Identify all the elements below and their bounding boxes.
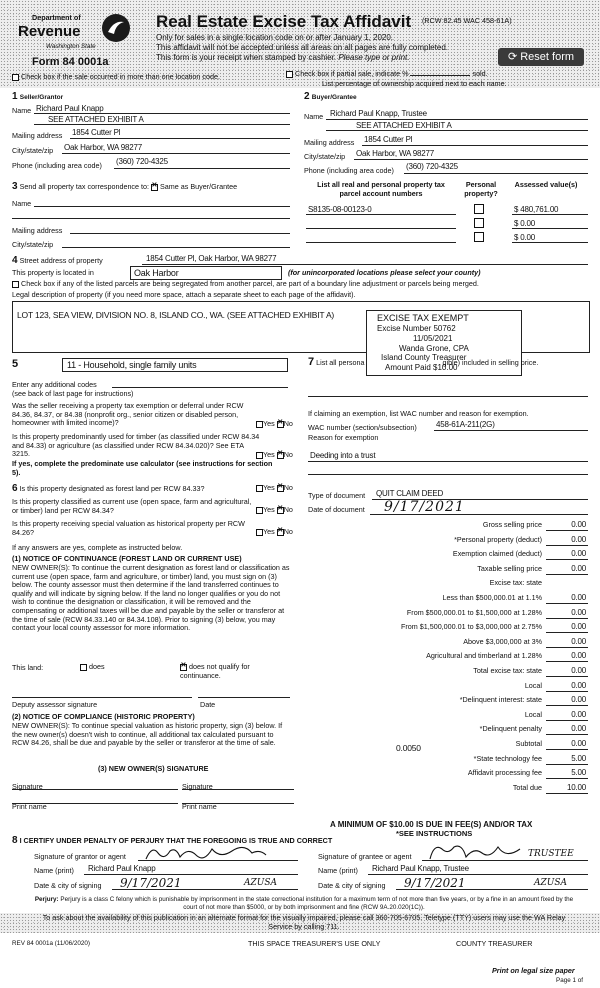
- grantee-date[interactable]: 9/17/2021: [404, 876, 466, 890]
- land-does-checkbox[interactable]: [80, 664, 87, 671]
- grantor-date-city-label: Date & city of signing: [34, 881, 102, 890]
- deputy-date-label: Date: [200, 700, 216, 709]
- tax-row-label: Excise tax: state: [489, 578, 542, 587]
- stamp-line5: Island County Treasurer: [381, 353, 467, 362]
- grantor-name-print[interactable]: Richard Paul Knapp: [88, 864, 156, 873]
- header-note1: Only for sales in a single location code on or after January 1, 2020.: [156, 33, 394, 42]
- seller-mailing-label: Mailing address: [12, 131, 63, 140]
- treasurer-use-only: THIS SPACE TREASURER'S USE ONLY: [248, 939, 381, 948]
- new-owner-print-label-2: Print name: [182, 802, 217, 811]
- segregated-row: Check box if any of the listed parcels are being segregated from another parcel, are part of a boundary line adjustment or parcels being merged.: [12, 280, 479, 289]
- tax-row-value[interactable]: 5.00: [571, 754, 586, 763]
- stamp-line3: 11/05/2021: [413, 334, 453, 343]
- tax-row-label: From $500,000.01 to $1,500,000 at 1.28%: [406, 608, 542, 617]
- section4-street-label: 4 Street address of property: [12, 255, 103, 266]
- stamp-line6: Amount Paid $10.00: [385, 363, 458, 372]
- buyer-phone[interactable]: (360) 720-4325: [406, 162, 458, 171]
- doc-type[interactable]: QUIT CLAIM DEED: [376, 489, 444, 498]
- buyer-heading: 2 Buyer/Grantee: [304, 91, 357, 102]
- buyer-mailing-label: Mailing address: [304, 138, 355, 147]
- location-select[interactable]: Oak Harbor: [130, 266, 282, 280]
- seller-mailing[interactable]: 1854 Cutter Pl: [72, 128, 121, 137]
- tax-row-label: Affidavit processing fee: [467, 768, 542, 777]
- ownership-note: List percentage of ownership acquired next to each name.: [322, 79, 507, 88]
- current-use-no-checkbox[interactable]: [277, 507, 284, 514]
- section5-q2-answer: Yes ✕ No: [256, 451, 293, 460]
- stamp-line1: EXCISE TAX EXEMPT: [377, 313, 469, 323]
- exemption-reason[interactable]: Deeding into a trust: [310, 451, 376, 460]
- tax-row-value[interactable]: 0.00: [571, 739, 586, 748]
- page-number: Page 1 of: [556, 977, 583, 984]
- notice2-title: (2) NOTICE OF COMPLIANCE (HISTORIC PROPERTY): [12, 712, 195, 721]
- new-owner-signature-label-1: Signature: [12, 782, 43, 791]
- agency-logo: [10, 12, 150, 68]
- tax-row-value[interactable]: 0.00: [571, 593, 586, 602]
- grantee-signature-label: Signature of grantee or agent: [318, 852, 412, 861]
- section5-q1-answer: Yes ✕ No: [256, 420, 293, 429]
- forest-no-checkbox[interactable]: [277, 485, 284, 492]
- assessed-value-0[interactable]: $ 480,761.00: [514, 205, 559, 214]
- land-does-not-option: ✕ does not qualify for continuance.: [180, 663, 290, 680]
- tax-row-value[interactable]: 0.00: [571, 637, 586, 646]
- notice2-body: NEW OWNER(S): To continue special valuation as historic property, sign (3) below. If the new owner(s) doesn't wish to continue, all additional tax calculated pursuant to RCW 84.26, shall be due and payable by the seller or transferor at the time of sale.: [12, 721, 283, 748]
- form-number: Form 84 0001a: [32, 56, 109, 68]
- seller-name-label: Name: [12, 106, 32, 115]
- land-does-not-checkbox[interactable]: [180, 664, 187, 671]
- section6-q3-answer: Yes ✕ No: [256, 528, 293, 537]
- section3-mailing-label: Mailing address: [12, 226, 63, 235]
- section6-q2: Is this property classified as current use (open space, farm and agricultural, or timber) land per RCW 84.34?: [12, 497, 252, 515]
- minimum-note: A MINIMUM OF $10.00 IS DUE IN FEE(S) AND/OR TAX: [330, 820, 533, 829]
- new-owner-print-label-1: Print name: [12, 802, 47, 811]
- seller-city-label: City/state/zip: [12, 146, 54, 155]
- grantor-signature: [142, 843, 272, 868]
- parcel-col2-header: Personal property?: [464, 180, 498, 198]
- additional-codes-note: (see back of last page for instructions): [12, 389, 134, 398]
- seller-phone-label: Phone (including area code): [12, 161, 102, 170]
- perjury-notice: Perjury: Perjury is a class C felony which is punishable by imprisonment in the state correctional institution for a maximum term of not more than five years, or by a fine in an amount fixed by the court of not more than $5000, or by both imprisonment and fine (RCW 9A.20.020(1C)).: [34, 896, 574, 911]
- stamp-line4: Wanda Grone, CPA: [399, 344, 469, 353]
- reset-form-button[interactable]: ⟳ Reset form: [498, 48, 584, 66]
- section7-label: 7 List all persona gible) included in selling price.: [308, 356, 539, 368]
- section6-note: If any answers are yes, complete as instructed below.: [12, 543, 183, 552]
- certify-statement: 8 I CERTIFY UNDER PENALTY OF PERJURY THAT THE FOREGOING IS TRUE AND CORRECT: [12, 835, 333, 846]
- segregated-checkbox[interactable]: [12, 281, 19, 288]
- section5-num: 5: [12, 358, 19, 370]
- notice1-title: (1) NOTICE OF CONTINUANCE (FOREST LAND OR CURRENT USE): [12, 554, 242, 563]
- agency-line1: Department of: [32, 13, 81, 22]
- revision: REV 84 0001a (11/06/2020): [12, 940, 90, 947]
- grantor-name-label: Name (print): [34, 866, 74, 875]
- county-treasurer: COUNTY TREASURER: [456, 939, 533, 948]
- grantor-city[interactable]: AZUSA: [244, 878, 278, 888]
- agency-line2: Revenue: [18, 23, 81, 40]
- grantor-signature-label: Signature of grantor or agent: [34, 852, 126, 861]
- section5-q2-note: If yes, complete the predominate use calculator (see instructions for section 5).: [12, 459, 273, 477]
- header-note2: This affidavit will not be accepted unless all areas on all pages are fully completed.: [156, 43, 449, 52]
- reset-icon: ⟳: [507, 51, 518, 63]
- tax-row-value[interactable]: 5.00: [571, 768, 586, 777]
- parcel-number-0[interactable]: S8135-08-00123-0: [308, 205, 372, 214]
- seller-name[interactable]: Richard Paul Knapp: [36, 104, 104, 113]
- notice3-title: (3) NEW OWNER(S) SIGNATURE: [98, 764, 209, 773]
- unincorporated-note: (for unincorporated locations please select your county): [288, 268, 481, 277]
- partial-sale-row: Check box if partial sale, indicate % sold.: [286, 70, 488, 79]
- personal-property-checkbox-1[interactable]: [474, 218, 484, 228]
- same-as-buyer-checkbox[interactable]: [151, 184, 158, 191]
- seller-heading: 1 Seller/Grantor: [12, 91, 64, 102]
- tax-row-value[interactable]: 10.00: [566, 783, 586, 792]
- tax-row-value[interactable]: 0.00: [571, 520, 586, 529]
- tax-row-label: Above $3,000,000 at 3%: [463, 637, 542, 646]
- personal-property-checkbox-2[interactable]: [474, 232, 484, 242]
- wac-number[interactable]: 458-61A-211(2G): [436, 420, 495, 429]
- buyer-name-2[interactable]: SEE ATTACHED EXHIBIT A: [356, 121, 452, 130]
- section6-q3: Is this property receiving special valuation as historical property per RCW 84.26?: [12, 519, 245, 537]
- tax-row-label: Total due: [512, 783, 542, 792]
- q2-no-checkbox[interactable]: [277, 452, 284, 459]
- buyer-name[interactable]: Richard Paul Knapp, Trustee: [330, 109, 427, 118]
- local-rate[interactable]: 0.0050: [396, 743, 421, 753]
- q2-yes-checkbox[interactable]: [256, 452, 263, 459]
- tax-row-value[interactable]: 0.00: [571, 681, 586, 690]
- land-label: This land:: [12, 663, 44, 672]
- grantee-signature-suffix: TRUSTEE: [528, 849, 574, 859]
- tax-row-label: Exemption claimed (deduct): [452, 549, 542, 558]
- additional-codes-label: Enter any additional codes: [12, 380, 97, 389]
- grantee-date-city-label: Date & city of signing: [318, 881, 386, 890]
- tax-row-label: Gross selling price: [482, 520, 542, 529]
- section3-city-label: City/state/zip: [12, 240, 54, 249]
- tax-row-value[interactable]: 0.00: [571, 666, 586, 675]
- partial-sale-checkbox[interactable]: [286, 71, 293, 78]
- tax-row-value[interactable]: 0.00: [571, 724, 586, 733]
- exemption-label: If claiming an exemption, list WAC number and reason for exemption.: [308, 409, 529, 418]
- reason-label: Reason for exemption: [308, 433, 379, 442]
- tax-row-label: Local: [524, 710, 542, 719]
- seller-name-2[interactable]: SEE ATTACHED EXHIBIT A: [48, 115, 144, 124]
- historic-yes-checkbox[interactable]: [256, 529, 263, 536]
- multi-location-row: Check box if the sale occurred in more than one location code.: [12, 73, 220, 82]
- property-street[interactable]: 1854 Cutter Pl, Oak Harbor, WA 98277: [146, 254, 277, 263]
- tax-row-value[interactable]: 0.00: [571, 608, 586, 617]
- stamp-line2: Excise Number 50762: [377, 324, 456, 333]
- tax-row-value[interactable]: 0.00: [571, 622, 586, 631]
- section5-q1: Was the seller receiving a property tax exemption or deferral under RCW 84.36, 84.37, or 84.38 (nonprofit org., senior citizen or disabled person, homeowner with limited income)?: [12, 401, 244, 428]
- parcel-col3-header: Assessed value(s): [514, 180, 578, 189]
- assessed-value-2[interactable]: $ 0.00: [514, 233, 536, 242]
- tax-row-label: Subtotal: [515, 739, 542, 748]
- tax-row-label: *State technology fee: [473, 754, 542, 763]
- notice1-body: NEW OWNER(S): To continue the current designation as forest land or classification as current use (open space, farm and agriculture, or timber) land, you must sign on (3) below. The county assessor must then determine if the land transferred continues to qualify and will indicate by signing below. If the land no longer qualifies or you do not wish to continue the designation or classification, it will be removed and the compensating or additional taxes will be due and payable by the seller or transferor at the time of sale (RCW 84.33.140 or 84.34.108). Prior to signing (3) below, you may contact your local county assessor for more information.: [12, 563, 290, 633]
- wac-label: WAC number (section/subsection): [308, 423, 417, 432]
- form-title: Real Estate Excise Tax Affidavit: [156, 12, 412, 31]
- section6-q2-answer: Yes ✕ No: [256, 506, 293, 515]
- tax-row-value[interactable]: 0.00: [571, 549, 586, 558]
- section6-q1: 6 Is this property designated as forest land per RCW 84.33?: [12, 483, 205, 494]
- tax-row-value[interactable]: 0.00: [571, 564, 586, 573]
- q1-no-checkbox[interactable]: [277, 421, 284, 428]
- land-does-option: does: [80, 663, 105, 672]
- parcel-col1-header: List all real and personal property tax parcel account numbers: [317, 180, 445, 198]
- tax-row-label: *Delinquent interest: state: [459, 695, 542, 704]
- historic-no-checkbox[interactable]: [277, 529, 284, 536]
- tax-row-label: Agricultural and timberland at 1.28%: [426, 651, 542, 660]
- personal-property-checkbox-0[interactable]: [474, 204, 484, 214]
- section5-q2: Is this property predominantly used for timber (as classified under RCW 84.34 and 84.33) or agriculture (as classified under RCW 84.34.020)? See ETA 3215.: [12, 432, 260, 459]
- grantee-name-label: Name (print): [318, 866, 358, 875]
- buyer-name-label: Name: [304, 112, 324, 121]
- logo-swirl-icon: [102, 14, 130, 42]
- buyer-city-label: City/state/zip: [304, 152, 346, 161]
- forest-yes-checkbox[interactable]: [256, 485, 263, 492]
- assessed-value-1[interactable]: $ 0.00: [514, 219, 536, 228]
- header-note3: This form is your receipt when stamped by cashier. Please type or print.: [156, 53, 410, 62]
- tax-row-value[interactable]: 0.00: [571, 535, 586, 544]
- multi-location-checkbox[interactable]: [12, 74, 19, 81]
- section4-located-label: This property is located in: [12, 268, 94, 277]
- land-use-code-select[interactable]: 11 - Household, single family units: [62, 358, 288, 372]
- buyer-phone-label: Phone (including area code): [304, 166, 394, 175]
- tax-row-label: From $1,500,000.01 to $3,000,000 at 2.75%: [400, 622, 542, 631]
- partial-sale-percent-input[interactable]: [410, 75, 470, 76]
- doc-date-label: Date of document: [308, 505, 365, 514]
- new-owner-signature-label-2: Signature: [182, 782, 213, 791]
- instructions-note: *SEE INSTRUCTIONS: [396, 829, 473, 838]
- doc-type-label: Type of document: [308, 491, 366, 500]
- tax-row-value[interactable]: 0.00: [571, 651, 586, 660]
- tax-row-label: *Personal property (deduct): [454, 535, 542, 544]
- doc-date[interactable]: 9/17/2021: [384, 499, 465, 515]
- tax-row-value[interactable]: 0.00: [571, 695, 586, 704]
- current-use-yes-checkbox[interactable]: [256, 507, 263, 514]
- section6-q1-answer: Yes ✕ No: [256, 484, 293, 493]
- deputy-signature-label: Deputy assessor signature: [12, 700, 98, 709]
- q1-yes-checkbox[interactable]: [256, 421, 263, 428]
- tax-row-label: Taxable selling price: [477, 564, 542, 573]
- tax-row-value[interactable]: 0.00: [571, 710, 586, 719]
- accessibility-notice: To ask about the availability of this publication in an alternate format for the visually impaired, please call 360-705-6705. Teletype (TTY) users may use the WA Relay Service by calling 711.: [42, 913, 566, 931]
- buyer-mailing[interactable]: 1854 Cutter Pl: [364, 135, 413, 144]
- legal-size-note: Print on legal size paper: [492, 966, 575, 975]
- tax-row-label: *Delinquent penalty: [479, 724, 542, 733]
- seller-phone[interactable]: (360) 720-4325: [116, 157, 168, 166]
- agency-line3: Washington State: [46, 43, 96, 50]
- seller-city[interactable]: Oak Harbor, WA 98277: [64, 143, 142, 152]
- section3-label: 3 Send all property tax correspondence to: ✕ Same as Buyer/Grantee: [12, 183, 237, 192]
- buyer-city[interactable]: Oak Harbor, WA 98277: [356, 149, 434, 158]
- tax-row-label: Less than $500,000.01 at 1.1%: [442, 593, 542, 602]
- section3-name-label: Name: [12, 199, 32, 208]
- grantee-city[interactable]: AZUSA: [534, 878, 568, 888]
- legal-description-field[interactable]: LOT 123, SEA VIEW, DIVISION NO. 8, ISLAND CO., WA. (SEE ATTACHED EXHIBIT A): [12, 301, 590, 353]
- grantee-name-print[interactable]: Richard Paul Knapp, Trustee: [372, 864, 469, 873]
- legal-description-label: Legal description of property (if you need more space, attach a separate sheet to each page of the affidavit).: [12, 290, 356, 299]
- form-citation: (RCW 82.45 WAC 458-61A): [422, 16, 512, 25]
- tax-row-label: Local: [524, 681, 542, 690]
- tax-row-label: Total excise tax: state: [473, 666, 542, 675]
- grantor-date[interactable]: 9/17/2021: [120, 876, 182, 890]
